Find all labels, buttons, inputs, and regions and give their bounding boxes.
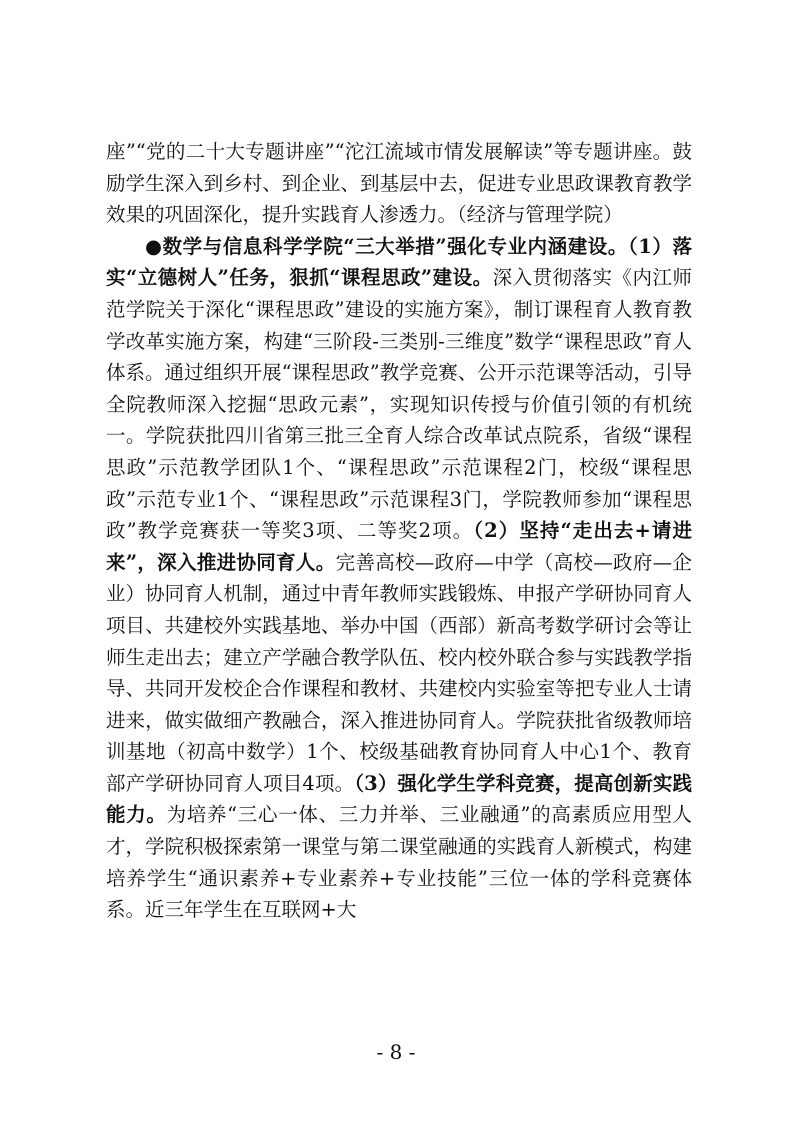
measure-2-text: 完善高校—政府—中学（高校—政府—企业）协同育人机制，通过中青年教师实践锻炼、申报产学研协同育人项目、共建校外实践基地、举办中国（西部）新高考数学研讨会等让师生走出去；建立产学融合教学队伍、校内校外联合参与实践教学指导、共同开发校企合作课程和教材、共建校内实验室等把专业人士请进来，做实做细产教融合，深入推进协同育人。学院获批省级教师培训基地（初高中数学）1个、校级基础教育协同育人中心1个、教育部产学研协同育人项目4项。 <box>106 550 692 795</box>
page-number: - 8 - <box>376 1040 416 1064</box>
paragraph-math-college <box>106 231 692 926</box>
body-text <box>106 136 692 926</box>
measure-1-text: 深入贯彻落实《内江师范学院关于深化“课程思政”建设的实施方案》，制订课程育人教育教学改革实施方案，构建“三阶段-三类别-三维度”数学“课程思政”育人体系。通过组织开展“课程思政”教学竞赛、公开示范课等活动，引导全院教师深入挖掘“思政元素”，实现知识传授与价值引领的有机统一。学院获批四川省第三批三全育人综合改革试点院系，省级“课程思政”示范教学团队1个、“课程思政”示范课程2门，校级“课程思政”示范专业1个、“课程思政”示范课程3门，学院教师参加“课程思政”教学竞赛获一等奖3项、二等奖2项。 <box>106 266 692 543</box>
lead-heading: ●数学与信息科学学院“三大举措”强化专业内涵建设。 <box>145 234 628 258</box>
measure-1-heading: （1）落实“立德树人”任务，狠抓“课程思政”建设。 <box>106 234 692 290</box>
paragraph-economics: 座”“党的二十大专题讲座”“沱江流域市情发展解读”等专题讲座。鼓励学生深入到乡村、到企业、到基层中去，促进专业思政课教育教学效果的巩固深化，提升实践育人渗透力。（经济与管理学院） <box>106 140 692 227</box>
measure-3-heading: （3）强化学生学科竞赛，提高创新实践能力。 <box>106 771 692 827</box>
measure-2-heading: （2）坚持“走出去+请进来”，深入推进协同育人。 <box>106 519 692 574</box>
measure-3-text: 为培养“三心一体、三力并举、三业融通”的高素质应用型人才，学院积极探索第一课堂与第二课堂融通的实践育人新模式，构建培养学生“通识素养+专业素养+专业技能”三位一体的学科竞赛体系。近三年学生在互联网+大 <box>106 803 692 922</box>
